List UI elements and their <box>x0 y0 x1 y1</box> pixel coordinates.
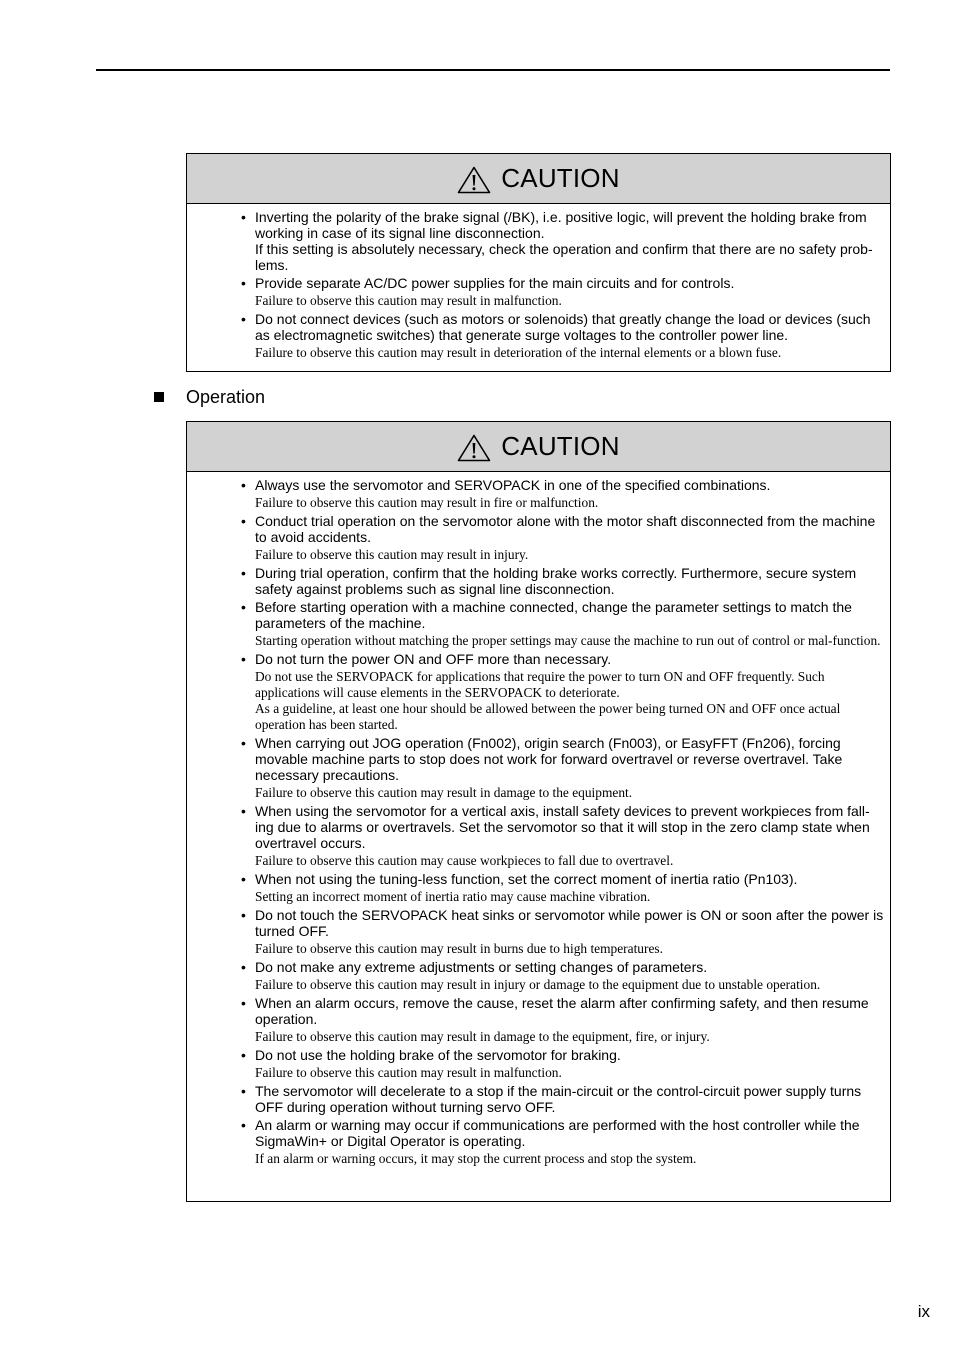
caution-box-power <box>186 153 891 372</box>
warning-triangle-icon <box>457 166 491 194</box>
page-number: ix <box>917 1302 930 1321</box>
top-rule <box>96 69 890 71</box>
item-text: An alarm or warning may occur if communications are performed with the host controller while the SigmaWin+ or Digital Operator is operating. <box>255 1117 860 1149</box>
item-text: Always use the servomotor and SERVOPACK in one of the specified combinations. <box>255 477 771 493</box>
item-text: Before starting operation with a machine connected, change the parameter settings to match the parameters of the machine. <box>255 599 852 631</box>
item-note: If an alarm or warning occurs, it may stop the current process and stop the system. <box>255 1151 697 1166</box>
caution-title: CAUTION <box>501 431 620 461</box>
caution-header <box>187 422 890 472</box>
bullet: • <box>241 1117 246 1133</box>
list-item <box>241 803 884 869</box>
list-item <box>241 1047 884 1081</box>
bullet: • <box>241 907 246 923</box>
list-item <box>241 599 884 649</box>
bullet: • <box>241 995 246 1011</box>
warning-triangle-icon <box>457 434 491 462</box>
caution-header <box>187 154 890 204</box>
item-note: Failure to observe this caution may result in injury. <box>255 547 529 562</box>
list-item <box>241 513 884 563</box>
list-item <box>241 275 884 309</box>
item-text: When an alarm occurs, remove the cause, reset the alarm after confirming safety, and then resume operation. <box>255 995 869 1027</box>
list-item <box>241 1083 884 1115</box>
bullet: • <box>241 477 246 493</box>
item-note: Failure to observe this caution may result in deterioration of the internal elements or a blown fuse. <box>255 345 782 360</box>
list-item <box>241 651 884 733</box>
item-note: Failure to observe this caution may result in injury or damage to the equipment due to unstable operation. <box>255 977 821 992</box>
list-item <box>241 959 884 993</box>
item-text: Do not make any extreme adjustments or setting changes of parameters. <box>255 959 708 975</box>
item-text: During trial operation, confirm that the holding brake works correctly. Furthermore, secure system safety against problems such as signal line disconnection. <box>255 565 857 597</box>
item-text: Do not use the holding brake of the servomotor for braking. <box>255 1047 621 1063</box>
caution-body <box>187 472 890 1167</box>
item-note: Starting operation without matching the proper settings may cause the machine to run out of control or mal-function. <box>255 633 881 648</box>
section-title: Operation <box>186 387 266 407</box>
item-note: Failure to observe this caution may result in damage to the equipment. <box>255 785 633 800</box>
list-item <box>241 311 884 361</box>
square-bullet-icon <box>154 392 164 402</box>
list-item <box>241 565 884 597</box>
bullet: • <box>241 871 246 887</box>
item-text: The servomotor will decelerate to a stop if the main-circuit or the control-circuit power supply turns OFF during operation without turning servo OFF. <box>255 1083 862 1115</box>
bullet: • <box>241 565 246 581</box>
bullet: • <box>241 275 246 291</box>
list-item <box>241 907 884 957</box>
item-note: Failure to observe this caution may result in malfunction. <box>255 293 562 308</box>
item-text: Inverting the polarity of the brake signal (/BK), i.e. positive logic, will prevent the holding brake from working in case of its signal line disconnection. <box>255 209 867 241</box>
bullet: • <box>241 209 246 225</box>
bullet: • <box>241 599 246 615</box>
caution-title: CAUTION <box>501 163 620 193</box>
bullet: • <box>241 513 246 529</box>
item-text: When carrying out JOG operation (Fn002), origin search (Fn003), or EasyFFT (Fn206), forcing movable machine parts to stop does not work for forward overtravel or reverse overtravel. Take necessary precautions. <box>255 735 843 783</box>
item-note: Failure to observe this caution may result in malfunction. <box>255 1065 562 1080</box>
item-note: Setting an incorrect moment of inertia ratio may cause machine vibration. <box>255 889 651 904</box>
list-item <box>241 995 884 1045</box>
caution-box-operation <box>186 421 891 1202</box>
item-text: When using the servomotor for a vertical axis, install safety devices to prevent workpieces from fall-ing due to alarms or overtravels. Set the servomotor so that it will stop in the zero clamp state when overtravel occurs. <box>255 803 870 851</box>
item-text: Do not turn the power ON and OFF more than necessary. <box>255 651 612 667</box>
list-item <box>241 477 884 511</box>
item-note: Failure to observe this caution may result in fire or malfunction. <box>255 495 599 510</box>
item-note: Failure to observe this caution may cause workpieces to fall due to overtravel. <box>255 853 674 868</box>
bullet: • <box>241 311 246 327</box>
item-note: Failure to observe this caution may result in damage to the equipment, fire, or injury. <box>255 1029 710 1044</box>
caution-body <box>187 204 890 361</box>
bullet: • <box>241 1083 246 1099</box>
bullet: • <box>241 1047 246 1063</box>
bullet: • <box>241 803 246 819</box>
list-item <box>241 209 884 273</box>
item-text: Do not touch the SERVOPACK heat sinks or servomotor while power is ON or soon after the power is turned OFF. <box>255 907 884 939</box>
bullet: • <box>241 651 246 667</box>
bullet: • <box>241 735 246 751</box>
item-note: Do not use the SERVOPACK for applications that require the power to turn ON and OFF frequently. Such applications will cause elements in the SERVOPACK to deteriorate. <box>255 669 825 700</box>
list-item <box>241 871 884 905</box>
item-text: Do not connect devices (such as motors or solenoids) that greatly change the load or devices (such as electromagnetic switches) that generate surge voltages to the controller power line. <box>255 311 871 343</box>
section-heading <box>154 386 265 408</box>
item-text: When not using the tuning-less function, set the correct moment of inertia ratio (Pn103). <box>255 871 798 887</box>
item-note: As a guideline, at least one hour should be allowed between the power being turned ON and OFF once actual operation has been started. <box>255 701 841 732</box>
item-extra-text: If this setting is absolutely necessary, check the operation and confirm that there are no safety prob-lems. <box>255 241 873 273</box>
list-item <box>241 1117 884 1167</box>
item-text: Conduct trial operation on the servomotor alone with the motor shaft disconnected from the machine to avoid accidents. <box>255 513 876 545</box>
list-item <box>241 735 884 801</box>
bullet: • <box>241 959 246 975</box>
item-text: Provide separate AC/DC power supplies for the main circuits and for controls. <box>255 275 735 291</box>
item-note: Failure to observe this caution may result in burns due to high temperatures. <box>255 941 663 956</box>
